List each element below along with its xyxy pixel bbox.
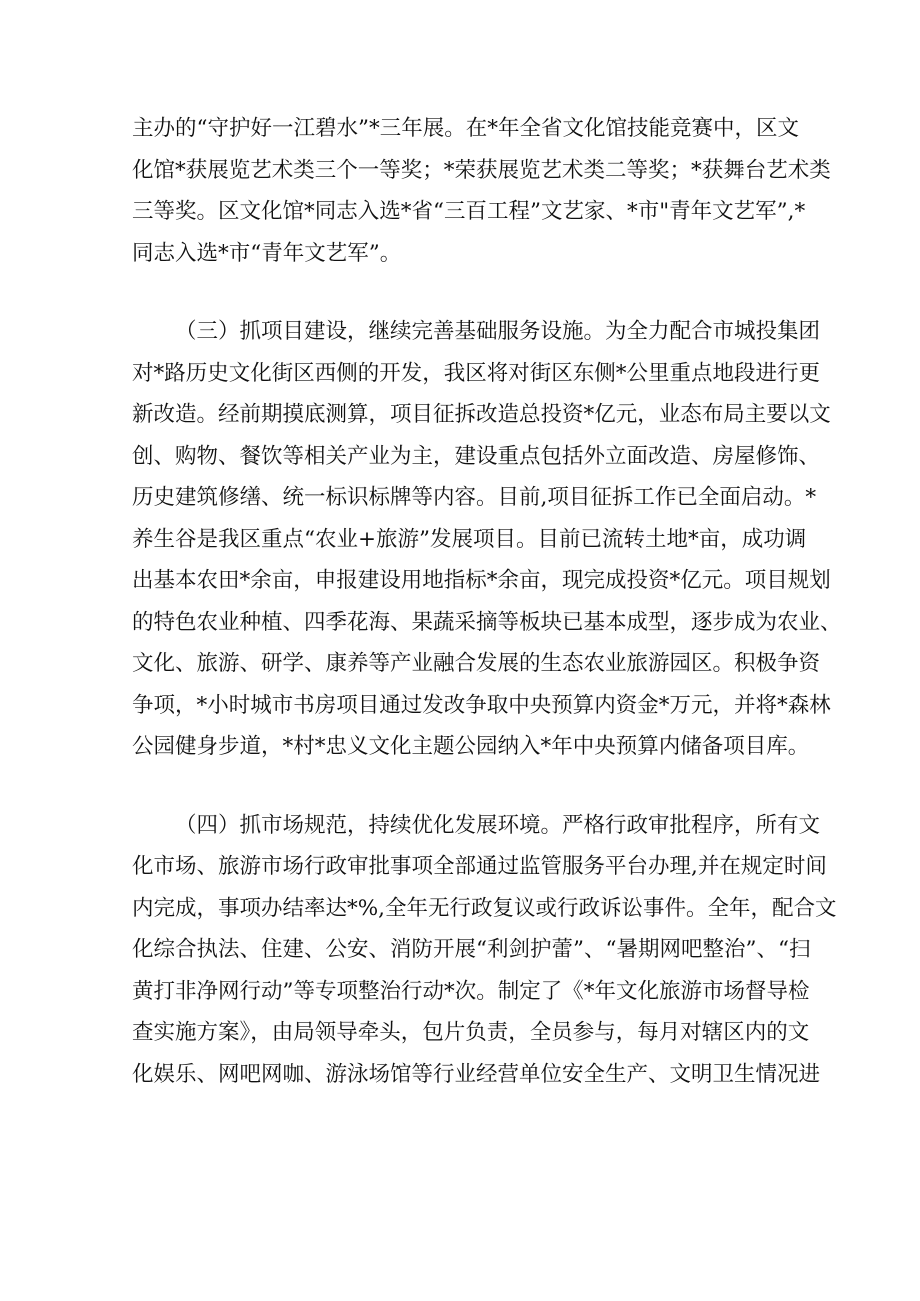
paragraph-market-regulation bbox=[132, 805, 837, 1096]
paragraph-project-construction bbox=[132, 311, 842, 768]
text-line: 化综合执法、住建、公安、消防开展“利剑护蕾”、“暑期网吧整治”、“扫 bbox=[132, 937, 811, 962]
text-line: 化市场、旅游市场行政审批事项全部通过监管服务平台办理,并在规定时间 bbox=[132, 854, 827, 879]
text-line: 主办的“守护好一江碧水”*三年展。在*年全省文化馆技能竞赛中，区文 bbox=[132, 116, 799, 141]
text-line: 三等奖。区文化馆*同志入选*省“三百工程”文艺家、*市"青年文艺军”,* bbox=[132, 199, 806, 224]
text-line: 公园健身步道，*村*忠义文化主题公园纳入*年中央预算内储备项目库。 bbox=[132, 734, 810, 759]
text-line: （四）抓市场规范，持续优化发展环境。严格行政审批程序，所有文 bbox=[175, 812, 821, 838]
text-line: 养生谷是我区重点“农业+旅游”发展项目。目前已流转土地*亩，成功调 bbox=[132, 526, 807, 552]
text-line: 创、购物、餐饮等相关产业为主，建设重点包括外立面改造、房屋修饰、 bbox=[132, 443, 821, 469]
text-line: 新改造。经前期摸底测算，项目征拆改造总投资*亿元，业态布局主要以文 bbox=[132, 402, 831, 427]
text-line: 的特色农业种植、四季花海、果蔬采摘等板块已基本成型，逐步成为农业、 bbox=[132, 609, 842, 635]
text-line: 黄打非净网行动”等专项整治行动*次。制定了《*年文化旅游市场督导检 bbox=[132, 978, 810, 1004]
text-line: 同志入选*市“青年文艺军”。 bbox=[132, 240, 402, 266]
text-line: 文化、旅游、研学、康养等产业融合发展的生态农业旅游园区。积极争资 bbox=[132, 651, 821, 676]
paragraph-exhibition-awards bbox=[132, 108, 831, 274]
text-line: 化娱乐、网吧网咖、游泳场馆等行业经营单位安全生产、文明卫生情况进 bbox=[132, 1061, 821, 1087]
text-line: 内完成，事项办结率达*%,全年无行政复议或行政诉讼事件。全年，配合文 bbox=[132, 895, 837, 921]
text-line: 出基本农田*余亩，申报建设用地指标*余亩，现完成投资*亿元。项目规划 bbox=[132, 568, 831, 593]
text-line: （三）抓项目建设，继续完善基础服务设施。为全力配合市城投集团 bbox=[175, 319, 821, 344]
paragraph-spacer bbox=[132, 768, 792, 805]
text-line: 化馆*获展览艺术类三个一等奖；*荣获展览艺术类二等奖；*获舞台艺术类 bbox=[132, 157, 831, 183]
paragraph-spacer bbox=[132, 274, 792, 311]
text-line: 历史建筑修缮、统一标识标牌等内容。目前,项目征拆工作已全面启动。* bbox=[132, 485, 817, 510]
document-body bbox=[132, 108, 842, 1095]
text-line: 查实施方案》，由局领导牵头，包片负责，全员参与，每月对辖区内的文 bbox=[132, 1020, 810, 1045]
text-line: 争项，*小时城市书房项目通过发改争取中央预算内资金*万元，并将*森林 bbox=[132, 692, 831, 718]
text-line: 对*路历史文化街区西侧的开发，我区将对街区东侧*公里重点地段进行更 bbox=[132, 360, 821, 386]
